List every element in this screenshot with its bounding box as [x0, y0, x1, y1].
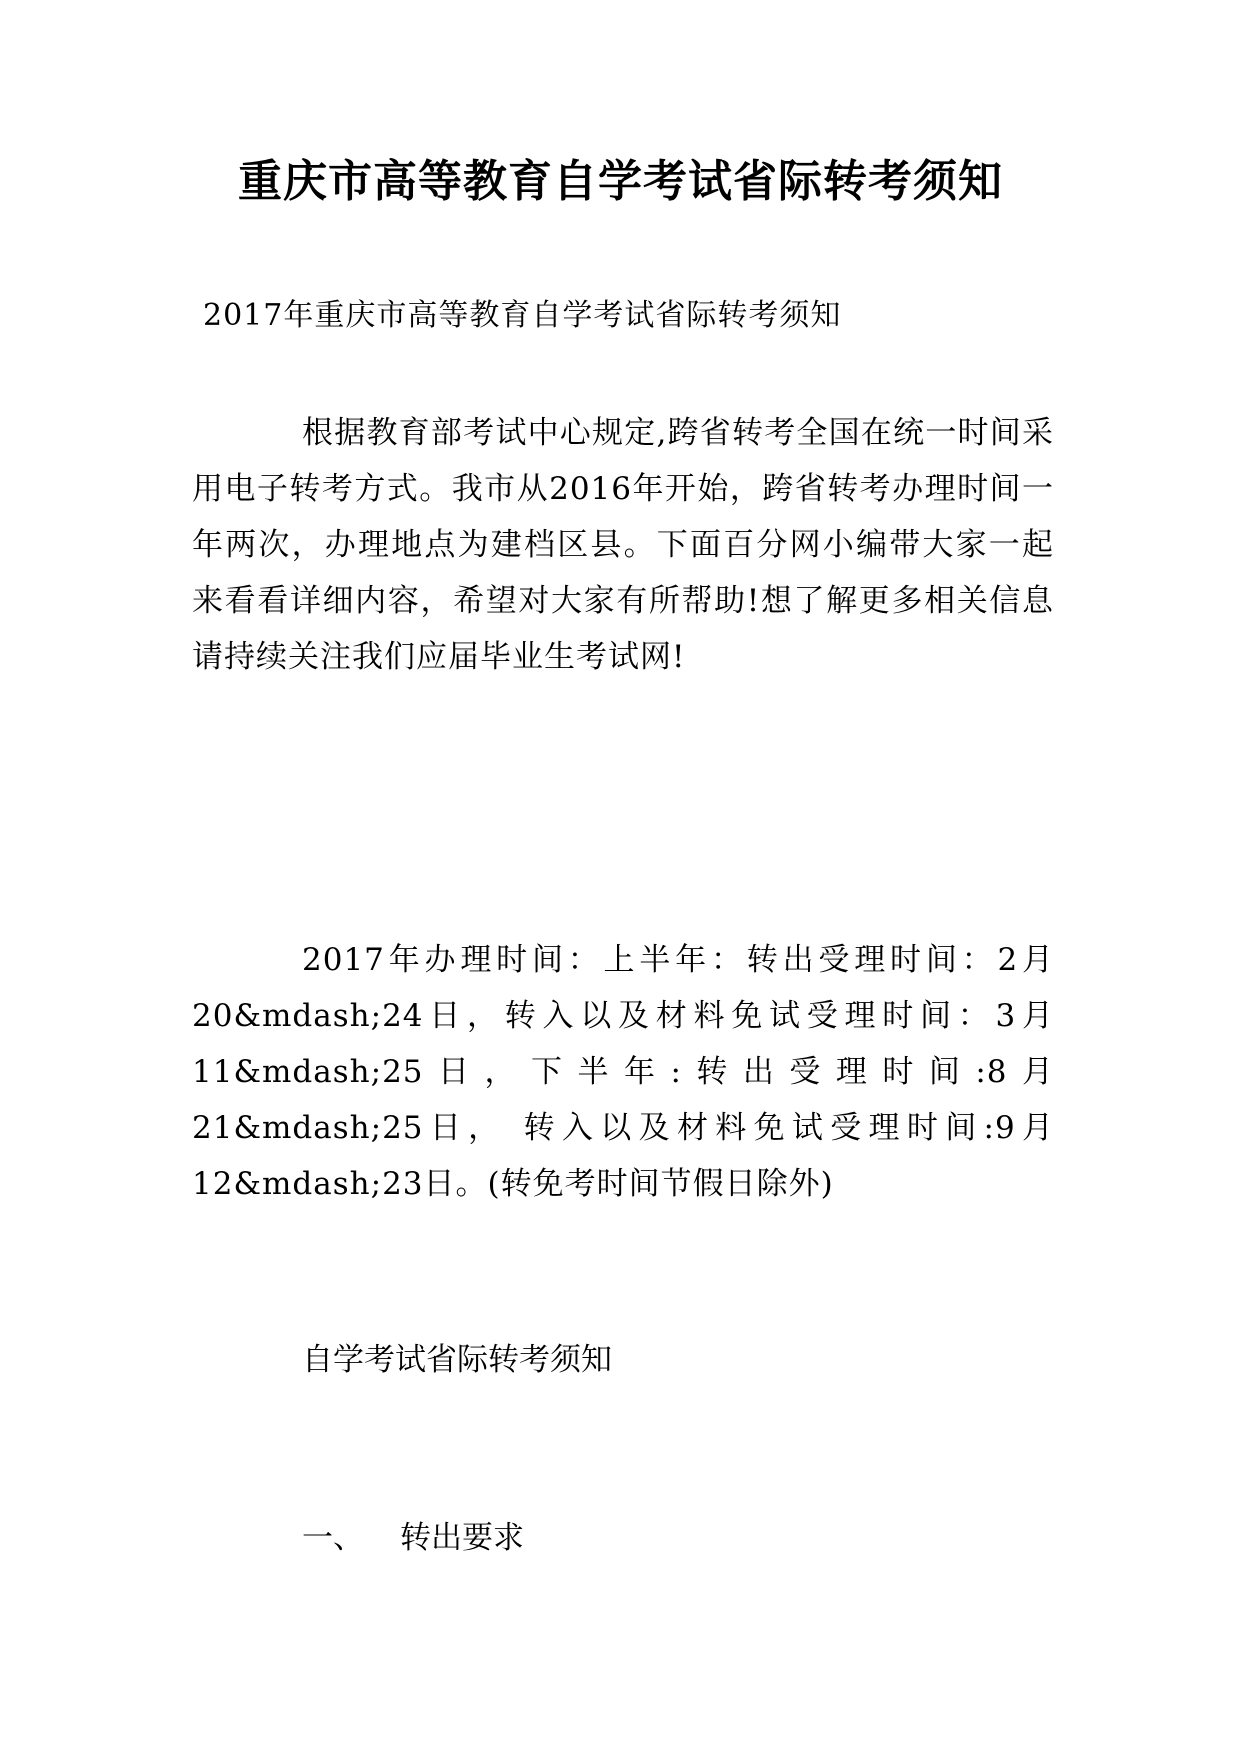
schedule-paragraph: 2017年办理时间：上半年：转出受理时间：2月20&mdash;24日，转入以及材料免试受理时间：3月11&mdash;25日，下半年:转出受理时间:8月21&mdash;25日， 转入以及材料免试受理时间:9月12&mdash;23日。(转免考时间节假日除外)	[192, 942, 1054, 1202]
subsection-heading	[302, 1518, 524, 1558]
document-title: 重庆市高等教育自学考试省际转考须知	[238, 156, 1003, 207]
subsection-number: 一、	[302, 1520, 364, 1556]
document-subtitle: 2017年重庆市高等教育自学考试省际转考须知	[203, 298, 842, 333]
section-heading: 自学考试省际转考须知	[302, 1342, 612, 1378]
intro-paragraph: 根据教育部考试中心规定,跨省转考全国在统一时间采用电子转考方式。我市从2016年开始，跨省转考办理时间一年两次，办理地点为建档区县。下面百分网小编带大家一起来看看详细内容，希望对大家有所帮助!想了解更多相关信息请持续关注我们应届毕业生考试网!	[192, 415, 1054, 675]
subsection-label: 转出要求	[400, 1520, 524, 1556]
